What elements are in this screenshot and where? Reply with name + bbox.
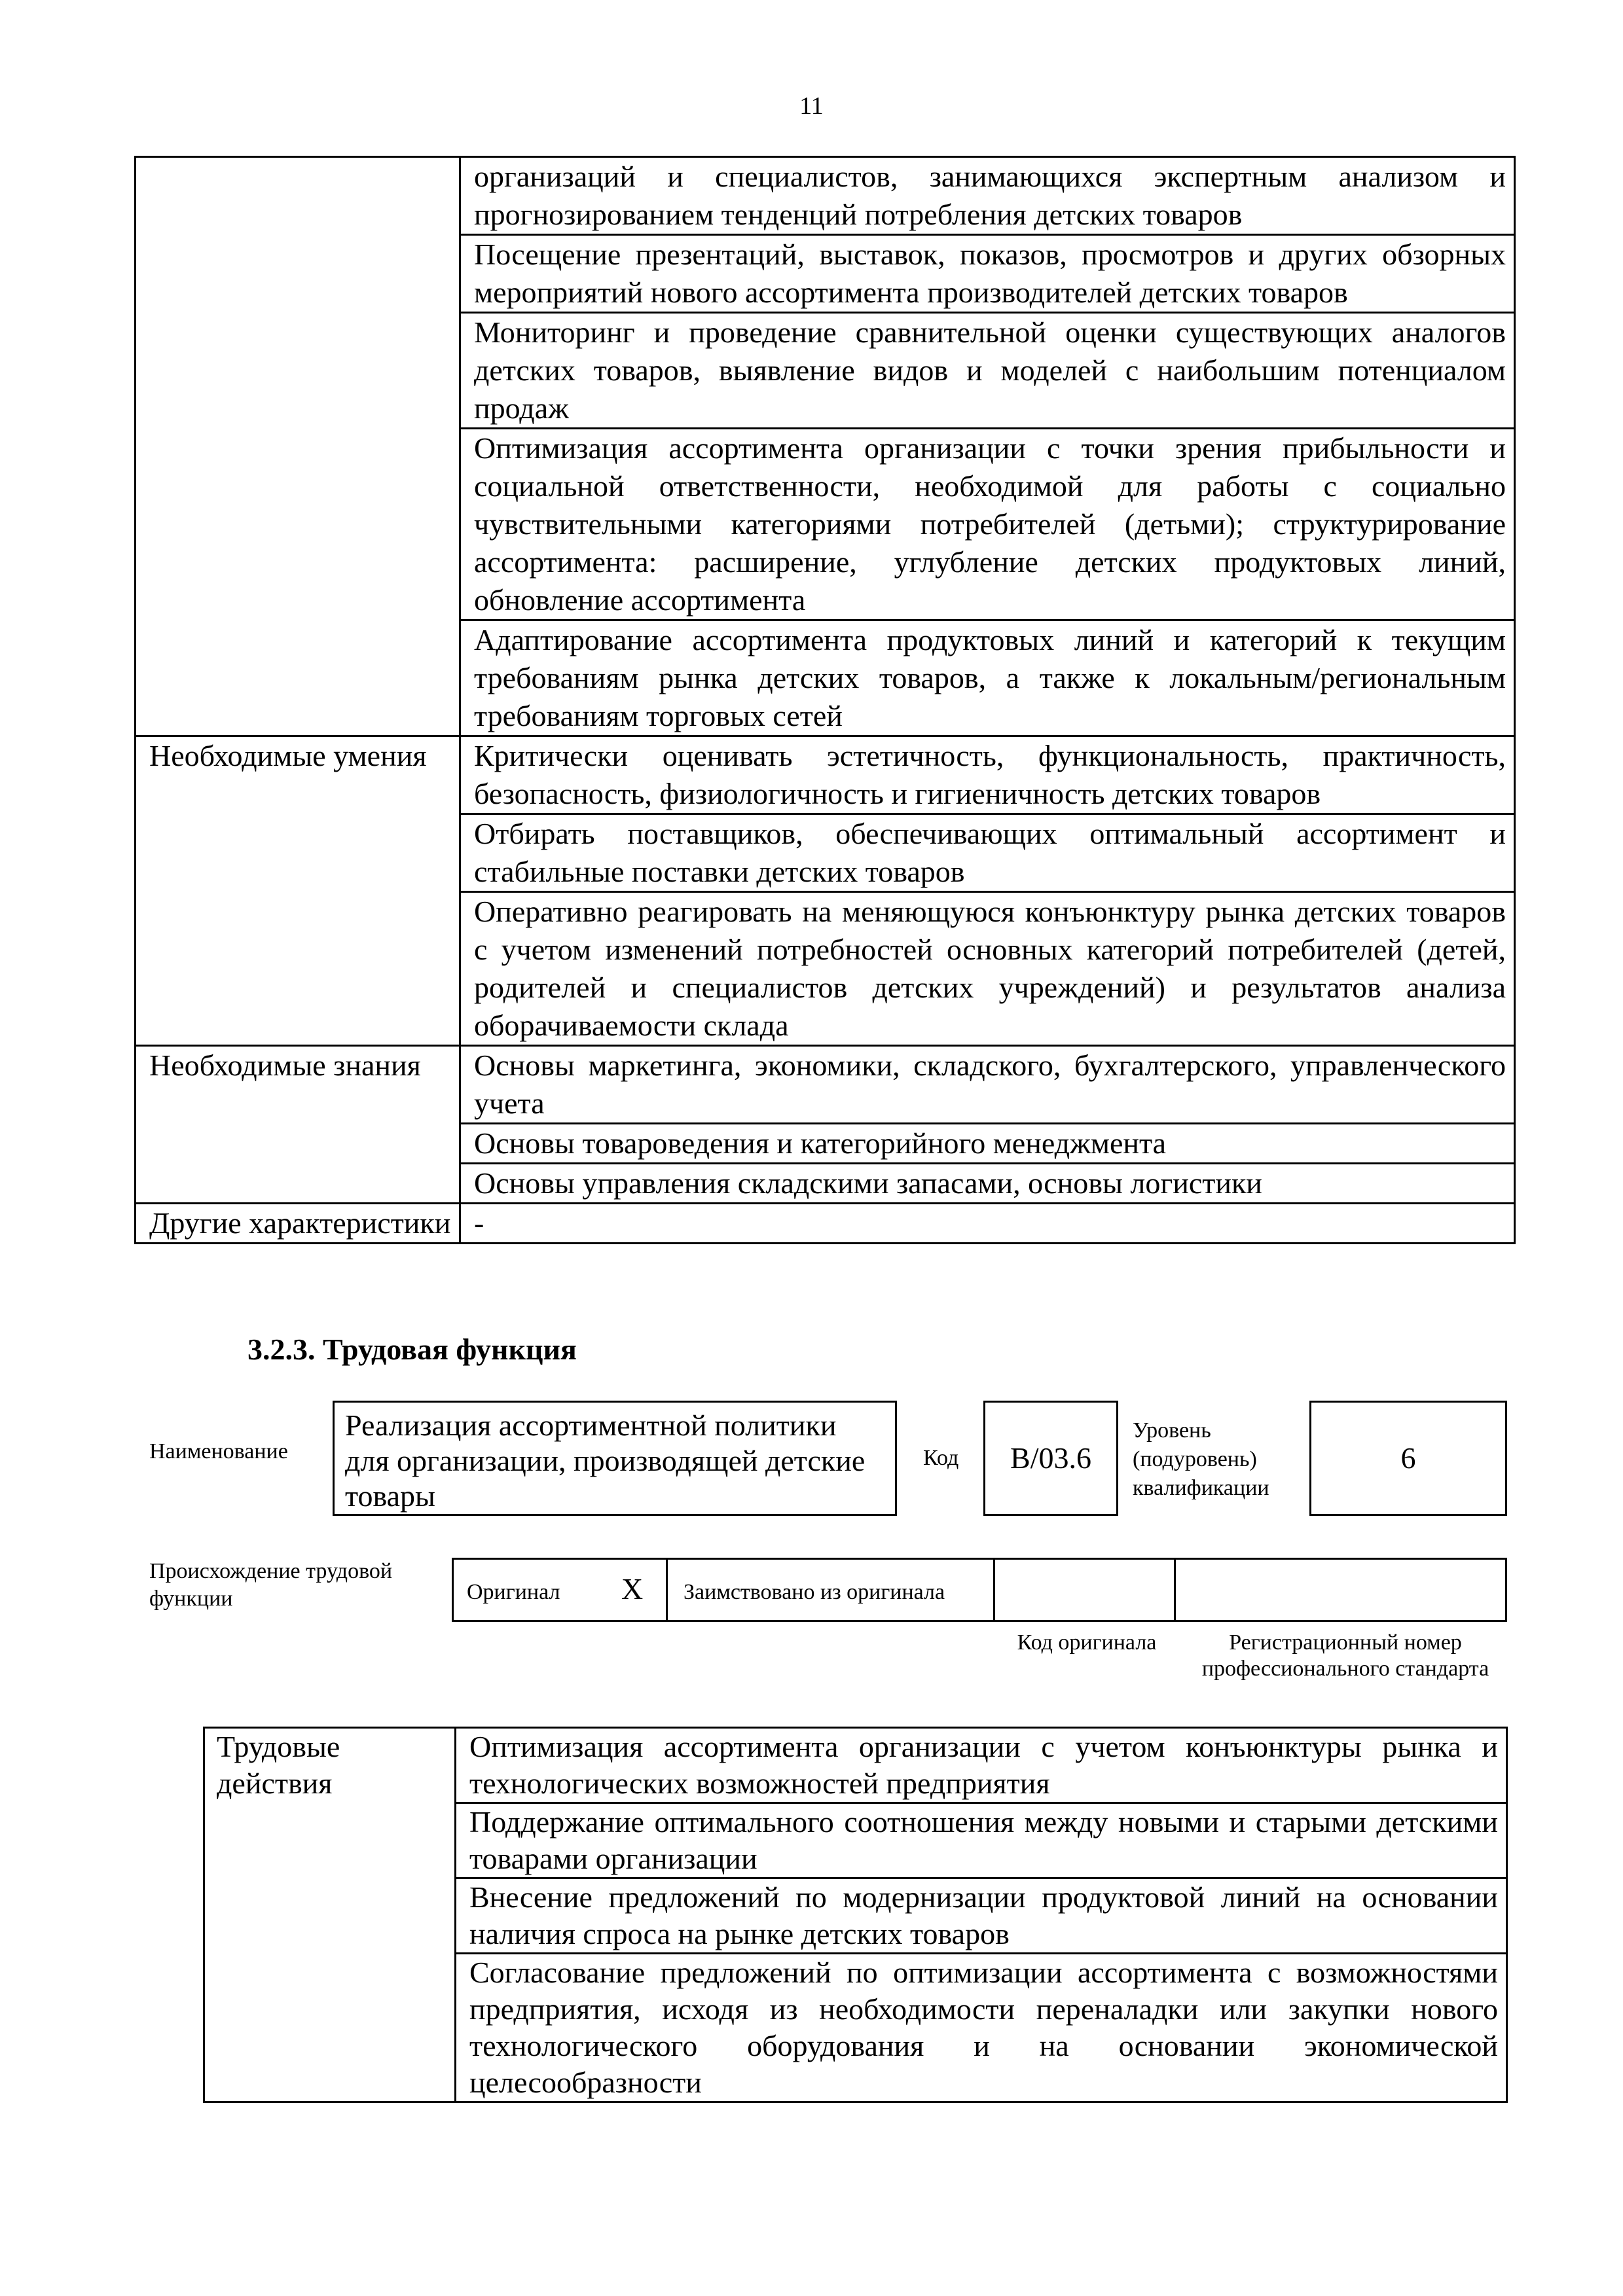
table-cell: Посещение презентаций, выставок, показов, просмотров и других обзорных мероприятий нового ассортимента производителей детских товаров [460,235,1515,313]
original-code-cell [993,1558,1176,1622]
table-cell: Основы товароведения и категорийного менеджмента [460,1124,1515,1164]
table-cell: Отбирать поставщиков, обеспечивающих оптимальный ассортимент и стабильные поставки детских товаров [460,814,1515,892]
level-label: Уровень (подуровень) квалификации [1133,1418,1269,1500]
table-row [136,1204,1515,1244]
page-number: 11 [799,92,824,120]
table-row [204,1728,1507,1803]
table-cell: Оптимизация ассортимента организации с точки зрения прибыльности и социальной ответственности, необходимой для работы с социально чувствительными категориями потребителей (детьми); структурирование ассортимента: расширение, углубление детских продуктовых линий, обновление ассортимента [460,429,1515,620]
row-label-knowledge: Необходимые знания [136,1046,460,1204]
table-row [136,157,1515,235]
table-cell: Поддержание оптимального соотношения между новыми и старыми детскими товарами организации [456,1803,1507,1878]
level-box: 6 [1309,1401,1507,1516]
table-row [136,736,1515,814]
row-label-empty [136,157,460,736]
original-cell [452,1558,668,1622]
code-box: B/03.6 [983,1401,1118,1516]
table-cell: - [460,1204,1515,1244]
origin-label: Происхождение трудовой функции [149,1559,393,1611]
table-cell: Оптимизация ассортимента организации с учетом конъюнктуры рынка и технологических возможностей предприятия [456,1728,1507,1803]
original-label: Оригинал [467,1580,560,1604]
table-cell: Мониторинг и проведение сравнительной оценки существующих аналогов детских товаров, выявление видов и моделей с наибольшим потенциалом продаж [460,313,1515,429]
borrowed-cell [666,1558,995,1622]
table-cell: Согласование предложений по оптимизации ассортимента с возможностями предприятия, исходя из необходимости переналадки или закупки нового технологического оборудования и на основании экономической целесообразности [456,1954,1507,2102]
name-label: Наименование [149,1439,288,1463]
qualification-table [134,156,1516,1244]
row-label-skills: Необходимые умения [136,736,460,1046]
code-label: Код [923,1446,959,1470]
table-cell: Адаптирование ассортимента продуктовых линий и категорий к текущим требованиям рынка детских товаров, а также к локальным/региональным требованиям торговых сетей [460,620,1515,736]
table-cell: Основы управления складскими запасами, основы логистики [460,1164,1515,1204]
row-label-actions: Трудовые действия [204,1728,456,2102]
row-label-other: Другие характеристики [136,1204,460,1244]
table-row [136,1046,1515,1124]
registration-caption: Регистрационный номер профессионального стандарта [1201,1630,1489,1681]
labour-actions-table [203,1727,1508,2103]
code-caption: Код оригинала [1017,1630,1157,1655]
section-heading: 3.2.3. Трудовая функция [247,1333,577,1366]
registration-number-cell [1174,1558,1507,1622]
table-cell: Основы маркетинга, экономики, складского, бухгалтерского, управленческого учета [460,1046,1515,1124]
function-name-box: Реализация ассортиментной политики для организации, производящей детские товары [333,1401,897,1516]
table-cell: Оперативно реагировать на меняющуюся конъюнктуру рынка детских товаров с учетом изменений потребностей основных категорий потребителей (детей, родителей и специалистов детских учреждений) и результатов анализа оборачиваемости склада [460,892,1515,1046]
table-cell: Критически оценивать эстетичность, функциональность, практичность, безопасность, физиологичность и гигиеничность детских товаров [460,736,1515,814]
table-cell: Внесение предложений по модернизации продуктовой линий на основании наличия спроса на рынке детских товаров [456,1878,1507,1954]
borrowed-label: Заимствовано из оригинала [684,1580,945,1604]
original-mark: X [621,1572,644,1605]
table-cell: организаций и специалистов, занимающихся экспертным анализом и прогнозированием тенденций потребления детских товаров [460,157,1515,235]
